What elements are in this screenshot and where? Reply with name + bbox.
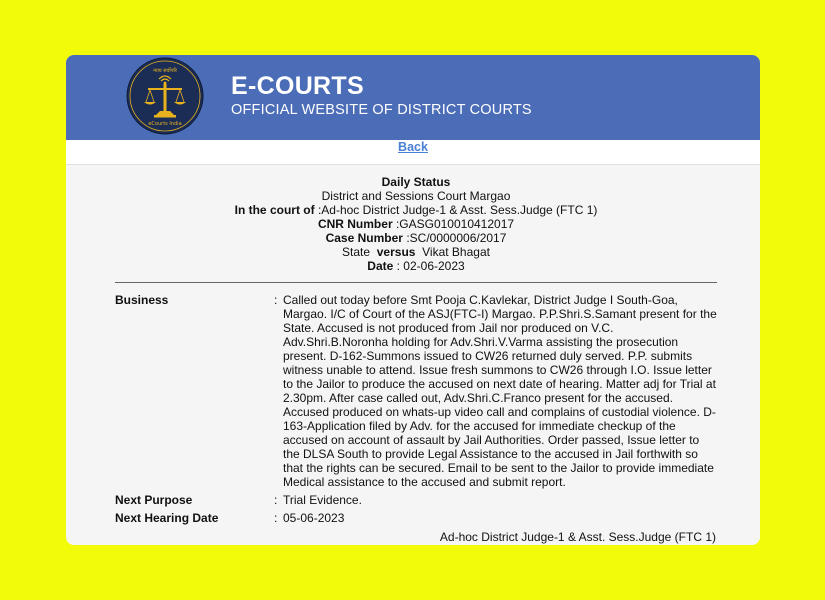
status-heading: Daily Status bbox=[381, 175, 451, 189]
court-name: District and Sessions Court Margao bbox=[321, 189, 511, 203]
business-colon: : bbox=[274, 293, 278, 307]
next-hearing-colon: : bbox=[274, 511, 278, 525]
nav-bar bbox=[66, 140, 760, 165]
case-number-line bbox=[66, 231, 760, 245]
divider bbox=[115, 282, 717, 283]
app-title: E-COURTS bbox=[231, 72, 364, 100]
cnr-line bbox=[66, 217, 760, 231]
date-line bbox=[66, 259, 760, 273]
versus-label: versus bbox=[376, 245, 416, 259]
business-text: Called out today before Smt Pooja C.Kavlekar, District Judge I South-Goa, Margao. I/C of Court of the ASJ(FTC-I) Margao. P.P.Shri.S.Samant present for the State. Accused is not produced from Jail nor produced on V.C. Adv.Shri.B.Noronha holding for Adv.Shri.V.Varma assisting the prosecution present. D-162-Summons issued to CW26 returned duly served. P.P. submits witness unable to attend. Issue fresh summons to CW26 through I.O. Issue letter to the Jailor to produce the accused on next date of hearing. Matter adj for Trial at 2.30pm. After case called out, Adv.Shri.C.Franco present for the accused. Accused produced on whats-up video call and complains of custodial violence. D-163-Application filed by Adv. for the accused for immediate checkup of the accused on account of assault by Jail Authorities. Order passed, Issue letter to the DLSA South to provide Legal Assistance to the accused in Jail forthwith so that the rights can be secured. Email to be sent to the Jailor to provide immediate Medical assistance to the accused and submit report. bbox=[283, 293, 717, 489]
next-hearing-label: Next Hearing Date bbox=[115, 511, 219, 525]
ecourts-emblem-icon bbox=[126, 57, 204, 135]
petitioner-name: State bbox=[342, 245, 371, 259]
business-label: Business bbox=[115, 293, 169, 307]
case-number-value: :SC/0000006/2017 bbox=[406, 231, 507, 245]
case-number-label: Case Number bbox=[325, 231, 403, 245]
respondent-name: Vikat Bhagat bbox=[422, 245, 490, 259]
date-label: Date bbox=[367, 259, 394, 273]
next-purpose-colon: : bbox=[274, 493, 278, 507]
cnr-value: :GASG010010412017 bbox=[395, 217, 515, 231]
emblem-top-text: न्याय सर्वोपरि bbox=[153, 68, 177, 74]
in-court-label: In the court of bbox=[234, 203, 315, 217]
date-value: : 02-06-2023 bbox=[396, 259, 465, 273]
back-link[interactable]: Back bbox=[398, 140, 428, 154]
daily-status-card bbox=[66, 55, 760, 545]
emblem-bottom-text: eCourts India bbox=[148, 121, 182, 127]
app-subtitle: OFFICIAL WEBSITE OF DISTRICT COURTS bbox=[231, 102, 532, 118]
next-hearing-value: 05-06-2023 bbox=[283, 511, 345, 525]
parties-line bbox=[66, 245, 760, 259]
in-court-value: :Ad-hoc District Judge-1 & Asst. Sess.Judge (FTC 1) bbox=[317, 203, 598, 217]
case-status-summary bbox=[66, 175, 760, 273]
next-purpose-value: Trial Evidence. bbox=[283, 493, 362, 507]
cnr-label: CNR Number bbox=[317, 217, 393, 231]
court-signature: Ad-hoc District Judge-1 & Asst. Sess.Judge (FTC 1) bbox=[439, 530, 716, 544]
in-court-line bbox=[66, 203, 760, 217]
next-purpose-label: Next Purpose bbox=[115, 493, 193, 507]
site-header bbox=[66, 55, 760, 140]
